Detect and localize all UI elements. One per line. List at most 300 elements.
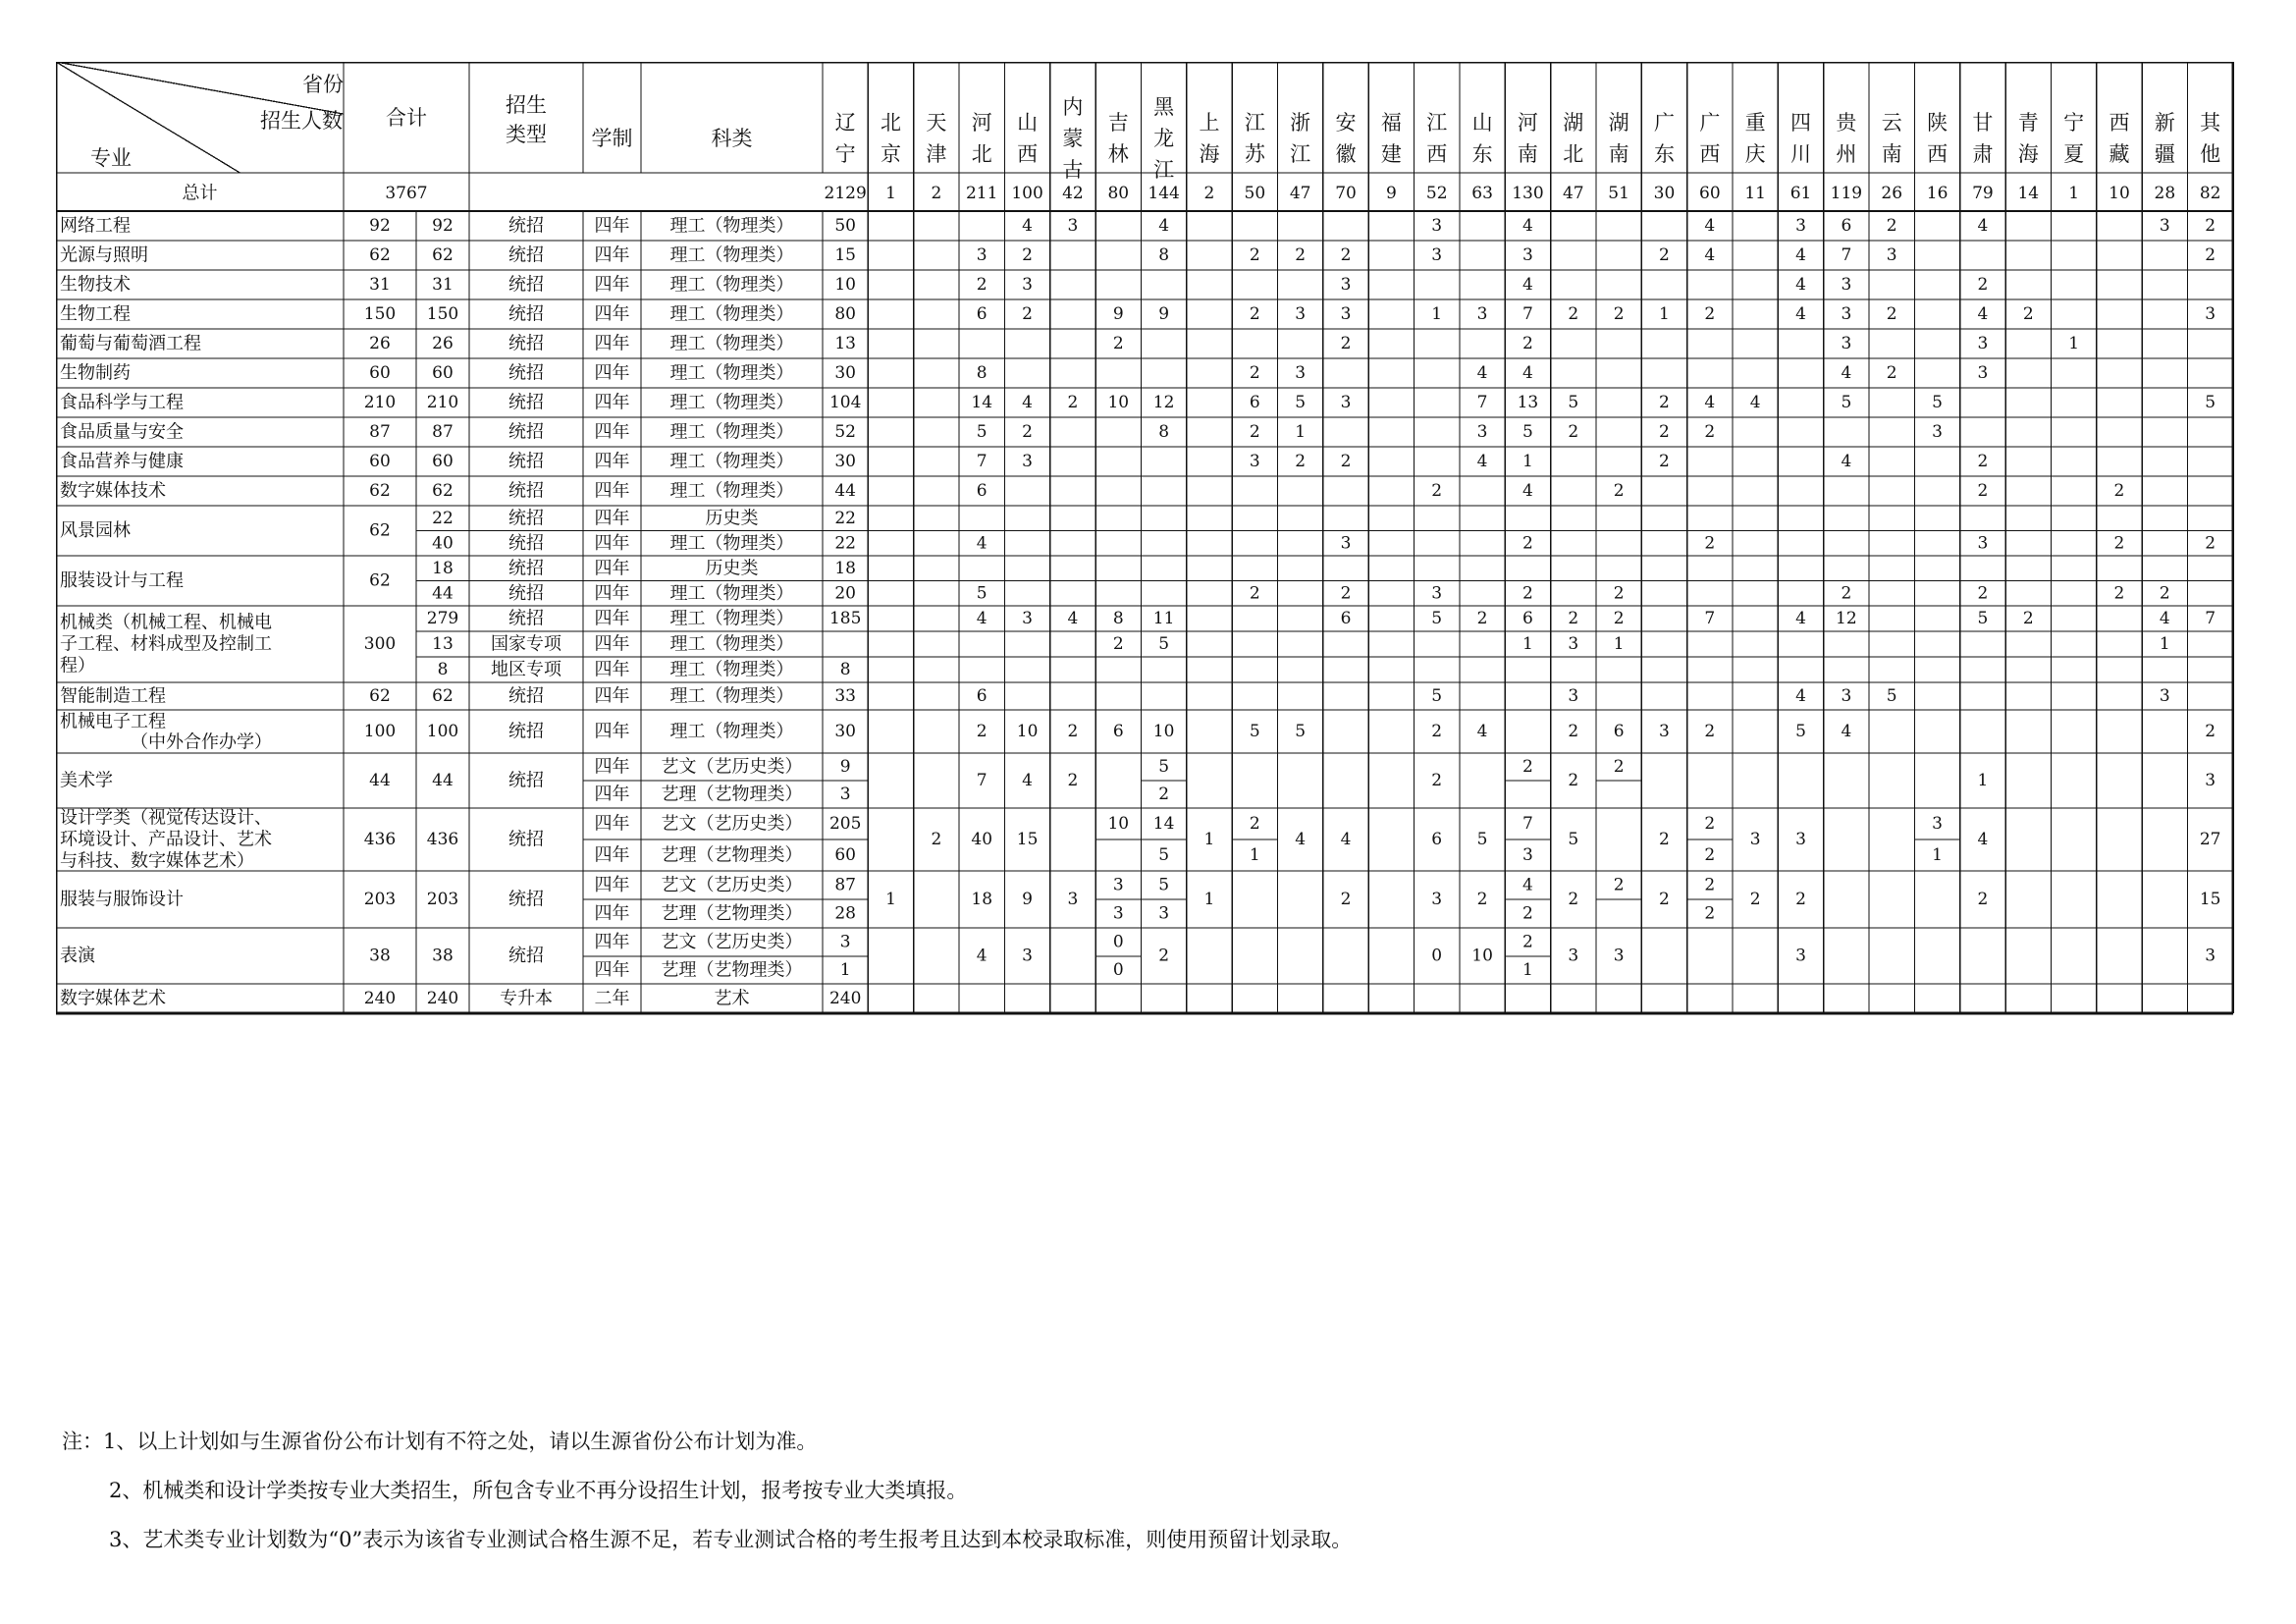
province-header-29: 西 xyxy=(2109,111,2130,135)
province-cell: 2 xyxy=(1112,334,1124,353)
province-cell: 3 xyxy=(1295,363,1307,383)
province-cell-merged: 4 xyxy=(1340,830,1352,849)
province-cell: 5 xyxy=(1886,686,1897,706)
grand-total-cell: 63 xyxy=(1471,184,1493,203)
province-cell: 2 xyxy=(1067,722,1079,741)
grand-total-cell: 119 xyxy=(1830,184,1863,203)
sub-total: 26 xyxy=(432,334,454,353)
province-header-5: 西 xyxy=(1017,142,1039,166)
province-cell-liaoning: 205 xyxy=(828,814,862,834)
province-cell: 8 xyxy=(1158,245,1170,265)
major-name: 食品科学与工程 xyxy=(60,392,184,413)
sub-total: 87 xyxy=(432,422,454,442)
province-cell: 22 xyxy=(834,533,856,554)
province-cell: 3 xyxy=(976,245,988,265)
category: 艺理（艺物理类） xyxy=(661,784,803,805)
duration: 四年 xyxy=(594,932,630,952)
grand-total-cell: 82 xyxy=(2199,184,2221,203)
province-cell: 2 xyxy=(2205,245,2216,265)
province-header-11: 浙 xyxy=(1290,111,1311,135)
province-cell: 3 xyxy=(1977,533,1989,554)
jixie-total: 300 xyxy=(363,634,397,654)
province-cell: 10 xyxy=(1107,393,1130,412)
province-cell: 3 xyxy=(1431,216,1443,236)
province-cell: 6 xyxy=(976,304,988,324)
province-cell-split: 2 xyxy=(1522,932,1533,952)
province-cell: 3 xyxy=(1795,216,1806,236)
province-header-28: 夏 xyxy=(2063,142,2085,166)
province-cell: 7 xyxy=(1522,304,1533,324)
province-cell-split: 2 xyxy=(1522,903,1533,924)
province-cell: 6 xyxy=(976,481,988,501)
enroll-type: 统招 xyxy=(508,889,544,910)
province-cell-merged: 3 xyxy=(1749,830,1761,849)
art-major-total: 38 xyxy=(369,946,391,966)
duration: 四年 xyxy=(594,480,630,502)
province-cell: 8 xyxy=(1112,609,1124,628)
major-name: 机械电子工程 xyxy=(60,711,166,732)
province-header-4: 北 xyxy=(971,142,992,166)
province-cell: 4 xyxy=(1022,216,1033,236)
province-cell: 50 xyxy=(834,216,856,236)
province-cell-split: 2 xyxy=(1158,785,1170,804)
province-cell: 4 xyxy=(1841,363,1852,383)
grand-total-cell: 79 xyxy=(1972,184,1994,203)
major-name: 数字媒体艺术 xyxy=(60,988,166,1009)
province-header-16: 南 xyxy=(1517,142,1538,166)
province-cell: 8 xyxy=(976,363,988,383)
province-header-19: 东 xyxy=(1653,142,1675,166)
duration: 四年 xyxy=(594,813,630,835)
enroll-type: 统招 xyxy=(508,392,544,413)
major-total: 87 xyxy=(369,422,391,442)
province-cell-merged: 3 xyxy=(1431,890,1443,909)
province-cell: 185 xyxy=(828,609,862,628)
category: 理工（物理类） xyxy=(669,362,794,384)
province-cell-merged: 15 xyxy=(1016,830,1039,849)
enroll-type: 统招 xyxy=(508,721,544,742)
province-cell-merged: 3 xyxy=(1067,890,1079,909)
province-cell: 3 xyxy=(1568,634,1579,654)
province-cell: 2 xyxy=(2159,583,2170,604)
province-cell: 2 xyxy=(1613,583,1625,604)
province-cell-merged: 40 xyxy=(971,830,993,849)
category: 理工（物理类） xyxy=(669,532,794,554)
province-cell: 2 xyxy=(1613,481,1625,501)
major-name: 食品质量与安全 xyxy=(60,421,184,443)
sub-total: 436 xyxy=(426,830,459,849)
grand-total-cell: 60 xyxy=(1699,184,1721,203)
enroll-type: 统招 xyxy=(508,303,544,325)
province-cell: 3 xyxy=(1841,304,1852,324)
sub-total: 18 xyxy=(432,558,454,578)
province-header-1: 宁 xyxy=(834,142,856,166)
province-header-26: 肃 xyxy=(1972,142,1994,166)
province-cell: 2 xyxy=(2205,216,2216,236)
province-cell: 10 xyxy=(1016,722,1039,741)
sub-total: 22 xyxy=(432,508,454,528)
duration: 四年 xyxy=(594,421,630,443)
category: 理工（物理类） xyxy=(669,333,794,354)
province-cell: 2 xyxy=(1340,583,1352,604)
province-cell: 2 xyxy=(1249,304,1260,324)
province-cell: 2 xyxy=(1568,609,1579,628)
province-cell: 2 xyxy=(1659,245,1670,265)
header-diag-province: 省份 xyxy=(302,73,344,96)
province-cell: 2 xyxy=(2205,722,2216,741)
category: 理工（物理类） xyxy=(669,608,794,629)
province-cell: 2 xyxy=(1022,304,1033,324)
province-cell: 1 xyxy=(1613,634,1625,654)
province-cell: 52 xyxy=(834,422,856,442)
province-cell-merged: 3 xyxy=(2205,946,2216,966)
province-header-10: 苏 xyxy=(1244,142,1265,166)
province-cell: 4 xyxy=(1158,216,1170,236)
province-cell: 4 xyxy=(1704,393,1716,412)
major-total: 240 xyxy=(363,989,397,1008)
sub-total: 8 xyxy=(437,660,449,679)
province-cell: 2 xyxy=(1886,363,1897,383)
province-header-3: 津 xyxy=(926,142,947,166)
province-cell-merged: 18 xyxy=(971,890,993,909)
province-cell-merged: 4 xyxy=(1977,830,1989,849)
province-cell-merged: 1 xyxy=(1203,890,1215,909)
province-cell: 2 xyxy=(2022,609,2034,628)
province-cell-merged: 27 xyxy=(2199,830,2221,849)
province-cell: 5 xyxy=(1431,686,1443,706)
province-header-23: 贵 xyxy=(1836,111,1857,135)
province-cell: 2 xyxy=(2022,304,2034,324)
major-name: 食品营养与健康 xyxy=(60,451,184,472)
province-header-23: 州 xyxy=(1836,142,1857,166)
province-cell-merged: 1 xyxy=(1977,771,1989,790)
province-cell: 2 xyxy=(1249,245,1260,265)
enroll-type: 地区专项 xyxy=(491,659,561,680)
province-cell-split: 1 xyxy=(1932,845,1943,865)
art-major-name: 服装与服饰设计 xyxy=(60,889,184,910)
province-cell: 4 xyxy=(1704,245,1716,265)
category: 艺理（艺物理类） xyxy=(661,959,803,981)
province-cell: 3 xyxy=(1340,393,1352,412)
header-total: 合计 xyxy=(386,106,427,130)
duration: 四年 xyxy=(594,659,630,680)
duration: 四年 xyxy=(594,362,630,384)
province-cell-split: 3 xyxy=(1522,845,1533,865)
province-cell: 2 xyxy=(1249,583,1260,604)
sub-total: 100 xyxy=(426,722,459,741)
category: 艺术 xyxy=(714,988,750,1009)
province-cell-split: 2 xyxy=(1704,875,1716,895)
grand-total-cell: 70 xyxy=(1335,184,1357,203)
province-cell: 6 xyxy=(1112,722,1124,741)
province-cell: 6 xyxy=(1613,722,1625,741)
province-cell: 33 xyxy=(834,686,856,706)
province-cell: 5 xyxy=(976,422,988,442)
province-header-8: 黑 xyxy=(1153,95,1175,119)
province-cell-split: 7 xyxy=(1522,814,1533,834)
category: 理工（物理类） xyxy=(669,721,794,742)
major-name: 光源与照明 xyxy=(60,244,148,266)
province-header-29: 藏 xyxy=(2109,142,2130,166)
province-cell-merged: 2 xyxy=(1568,771,1579,790)
province-cell-split: 1 xyxy=(1522,960,1533,980)
province-cell: 2 xyxy=(1704,304,1716,324)
province-cell-merged: 3 xyxy=(2205,771,2216,790)
province-cell: 4 xyxy=(1841,722,1852,741)
province-cell-merged: 10 xyxy=(1471,946,1493,966)
province-cell-merged: 1 xyxy=(885,890,896,909)
enroll-type: 统招 xyxy=(508,421,544,443)
province-cell-merged: 7 xyxy=(976,771,988,790)
province-cell: 30 xyxy=(834,452,856,471)
province-cell: 2 xyxy=(2113,481,2125,501)
art-major-total: 44 xyxy=(369,771,391,790)
duration: 二年 xyxy=(594,988,630,1009)
enroll-type: 统招 xyxy=(508,558,544,579)
province-header-15: 东 xyxy=(1471,142,1493,166)
header-diag-count: 招生人数 xyxy=(260,109,343,133)
province-cell: 13 xyxy=(1517,393,1539,412)
province-cell: 2 xyxy=(1886,216,1897,236)
province-cell-liaoning: 87 xyxy=(834,875,856,895)
province-cell: 6 xyxy=(976,686,988,706)
duration: 四年 xyxy=(594,844,630,866)
major-total: 150 xyxy=(363,304,397,324)
province-cell: 2 xyxy=(1340,452,1352,471)
province-cell: 2 xyxy=(1295,452,1307,471)
enroll-type: 统招 xyxy=(508,362,544,384)
major-name: 数字媒体技术 xyxy=(60,480,166,502)
province-header-10: 江 xyxy=(1244,111,1265,135)
sub-total: 62 xyxy=(432,686,454,706)
province-cell: 3 xyxy=(1431,583,1443,604)
province-cell-liaoning: 1 xyxy=(839,960,851,980)
sub-total: 44 xyxy=(432,583,454,604)
category: 艺理（艺物理类） xyxy=(661,844,803,866)
province-cell-merged: 2 xyxy=(1568,890,1579,909)
province-cell-liaoning: 60 xyxy=(834,845,856,865)
province-cell-merged: 4 xyxy=(1295,830,1307,849)
province-cell: 5 xyxy=(1568,393,1579,412)
province-cell: 3 xyxy=(1659,722,1670,741)
province-header-6: 古 xyxy=(1062,158,1084,182)
province-header-30: 新 xyxy=(2154,111,2175,135)
grand-total-cell: 61 xyxy=(1789,184,1812,203)
province-cell: 5 xyxy=(1841,393,1852,412)
sub-total: 60 xyxy=(432,363,454,383)
province-cell: 22 xyxy=(834,508,856,528)
province-cell-split: 4 xyxy=(1522,875,1533,895)
grand-total-cell: 1 xyxy=(885,184,896,203)
category: 理工（物理类） xyxy=(669,582,794,604)
province-cell: 3 xyxy=(1841,686,1852,706)
province-cell: 2 xyxy=(1613,609,1625,628)
province-cell: 2 xyxy=(1340,334,1352,353)
province-header-14: 江 xyxy=(1426,111,1448,135)
province-cell: 3 xyxy=(1841,334,1852,353)
province-header-21: 重 xyxy=(1744,111,1766,135)
grand-total-cell: 2129 xyxy=(824,184,867,203)
grand-total-cell: 14 xyxy=(2017,184,2040,203)
sub-total: 44 xyxy=(432,771,454,790)
province-header-8: 龙 xyxy=(1153,127,1175,150)
grand-total-label: 总计 xyxy=(182,183,218,204)
province-cell: 2 xyxy=(2113,533,2125,554)
province-cell: 5 xyxy=(976,583,988,604)
enroll-type: 专升本 xyxy=(500,988,553,1009)
province-header-7: 林 xyxy=(1107,142,1129,166)
province-cell-split: 5 xyxy=(1158,875,1170,895)
province-cell-merged: 5 xyxy=(1568,830,1579,849)
fuzhuang-total: 62 xyxy=(369,570,391,591)
province-header-9: 海 xyxy=(1199,142,1220,166)
grand-total-cell: 9 xyxy=(1385,184,1397,203)
note-3: 3、艺术类专业计划数为“0”表示为该省专业测试合格生源不足，若专业测试合格的考生报考且达到本校录取标准，则使用预留计划录取。 xyxy=(109,1528,1353,1551)
province-cell: 2 xyxy=(1977,583,1989,604)
province-header-13: 福 xyxy=(1380,111,1402,135)
province-cell-split: 2 xyxy=(1249,814,1260,834)
province-cell-merged: 2 xyxy=(1476,890,1488,909)
province-cell-merged: 2 xyxy=(1659,830,1670,849)
grand-total-cell: 42 xyxy=(1062,184,1084,203)
category: 理工（物理类） xyxy=(669,392,794,413)
major-total: 26 xyxy=(369,334,391,353)
grand-total-cell: 26 xyxy=(1881,184,1903,203)
province-cell-split: 2 xyxy=(1613,875,1625,895)
art-major-name: 与科技、数字媒体艺术） xyxy=(60,850,254,872)
grand-total-cell: 144 xyxy=(1148,184,1180,203)
province-cell: 7 xyxy=(1841,245,1852,265)
province-cell-split: 3 xyxy=(1112,903,1124,924)
province-cell-merged: 3 xyxy=(1568,946,1579,966)
major-total: 62 xyxy=(369,481,391,501)
enroll-type: 统招 xyxy=(508,532,544,554)
fengjing-total: 62 xyxy=(369,520,391,541)
province-header-1: 辽 xyxy=(834,111,856,135)
province-cell-split: 3 xyxy=(1932,814,1943,834)
header-type: 招生 xyxy=(506,93,547,117)
province-cell-split: 2 xyxy=(1704,845,1716,865)
province-cell: 30 xyxy=(834,722,856,741)
province-cell-split: 10 xyxy=(1107,814,1130,834)
header-diag-major: 专业 xyxy=(90,146,132,170)
sub-total: 60 xyxy=(432,452,454,471)
province-cell: 5 xyxy=(2205,393,2216,412)
province-cell-split: 0 xyxy=(1112,960,1124,980)
province-header-15: 山 xyxy=(1471,111,1493,135)
duration: 四年 xyxy=(594,959,630,981)
major-name: 生物技术 xyxy=(60,274,131,296)
province-cell: 6 xyxy=(1249,393,1260,412)
grand-total-cell: 50 xyxy=(1244,184,1266,203)
province-cell: 1 xyxy=(2068,334,2080,353)
province-cell: 3 xyxy=(1841,275,1852,295)
duration: 四年 xyxy=(594,215,630,237)
category: 理工（物理类） xyxy=(669,244,794,266)
province-header-16: 河 xyxy=(1517,111,1538,135)
category: 理工（物理类） xyxy=(669,480,794,502)
enroll-type: 国家专项 xyxy=(491,633,561,655)
enroll-type: 统招 xyxy=(508,215,544,237)
province-cell: 2 xyxy=(1295,245,1307,265)
province-cell: 2 xyxy=(1704,722,1716,741)
category: 理工（物理类） xyxy=(669,274,794,296)
province-cell: 5 xyxy=(1295,722,1307,741)
province-cell: 4 xyxy=(1704,216,1716,236)
province-cell-merged: 2 xyxy=(1749,890,1761,909)
province-cell: 10 xyxy=(834,275,856,295)
major-total: 100 xyxy=(363,722,397,741)
province-header-25: 西 xyxy=(1927,142,1949,166)
fuzhuang-name: 服装设计与工程 xyxy=(60,570,184,591)
province-cell: 7 xyxy=(1704,609,1716,628)
province-header-30: 疆 xyxy=(2154,142,2175,166)
duration: 四年 xyxy=(594,274,630,296)
grand-total-cell: 47 xyxy=(1562,184,1584,203)
major-name: 葡萄与葡萄酒工程 xyxy=(60,333,201,354)
province-cell-liaoning: 240 xyxy=(828,989,862,1008)
sub-total: 40 xyxy=(432,533,454,554)
category: 理工（物理类） xyxy=(669,633,794,655)
province-cell: 3 xyxy=(1022,275,1033,295)
category: 艺文（艺历史类） xyxy=(661,932,803,952)
province-cell: 7 xyxy=(1476,393,1488,412)
province-cell: 4 xyxy=(1977,304,1989,324)
province-cell: 2 xyxy=(1886,304,1897,324)
province-cell: 4 xyxy=(1841,452,1852,471)
province-header-13: 建 xyxy=(1380,142,1402,166)
province-cell: 6 xyxy=(1522,609,1533,628)
province-cell: 3 xyxy=(1295,304,1307,324)
province-cell: 12 xyxy=(1836,609,1857,628)
art-major-total: 203 xyxy=(363,890,397,909)
province-cell: 9 xyxy=(1158,304,1170,324)
enroll-type: 统招 xyxy=(508,333,544,354)
major-total: 60 xyxy=(369,363,391,383)
duration: 四年 xyxy=(594,558,630,579)
sub-total: 31 xyxy=(432,275,454,295)
major-total: 60 xyxy=(369,452,391,471)
province-header-6: 蒙 xyxy=(1062,127,1084,150)
category: 艺文（艺历史类） xyxy=(661,875,803,895)
province-cell: 4 xyxy=(976,609,988,628)
category: 理工（物理类） xyxy=(669,303,794,325)
duration: 四年 xyxy=(594,721,630,742)
province-cell: 8 xyxy=(1158,422,1170,442)
province-header-8: 江 xyxy=(1153,158,1175,182)
duration: 四年 xyxy=(594,451,630,472)
province-cell: 3 xyxy=(1067,216,1079,236)
province-cell-split: 14 xyxy=(1152,814,1175,834)
province-header-31: 他 xyxy=(2200,142,2221,166)
province-cell: 2 xyxy=(1067,393,1079,412)
province-cell: 2 xyxy=(1568,722,1579,741)
note-1: 注：1、以上计划如与生源省份公布计划有不符之处，请以生源省份公布计划为准。 xyxy=(62,1430,818,1453)
province-cell: 2 xyxy=(1022,245,1033,265)
grand-total-cell: 80 xyxy=(1107,184,1130,203)
duration: 四年 xyxy=(594,784,630,805)
province-cell: 104 xyxy=(828,393,862,412)
grand-total-cell: 11 xyxy=(1744,184,1766,203)
province-cell: 3 xyxy=(1022,452,1033,471)
province-cell: 4 xyxy=(2159,609,2170,628)
province-cell: 6 xyxy=(1340,609,1352,628)
enroll-type: 统招 xyxy=(508,946,544,966)
province-cell: 11 xyxy=(1152,609,1175,628)
duration: 四年 xyxy=(594,508,630,529)
category: 历史类 xyxy=(705,558,759,579)
grand-total-cell: 16 xyxy=(1926,184,1949,203)
